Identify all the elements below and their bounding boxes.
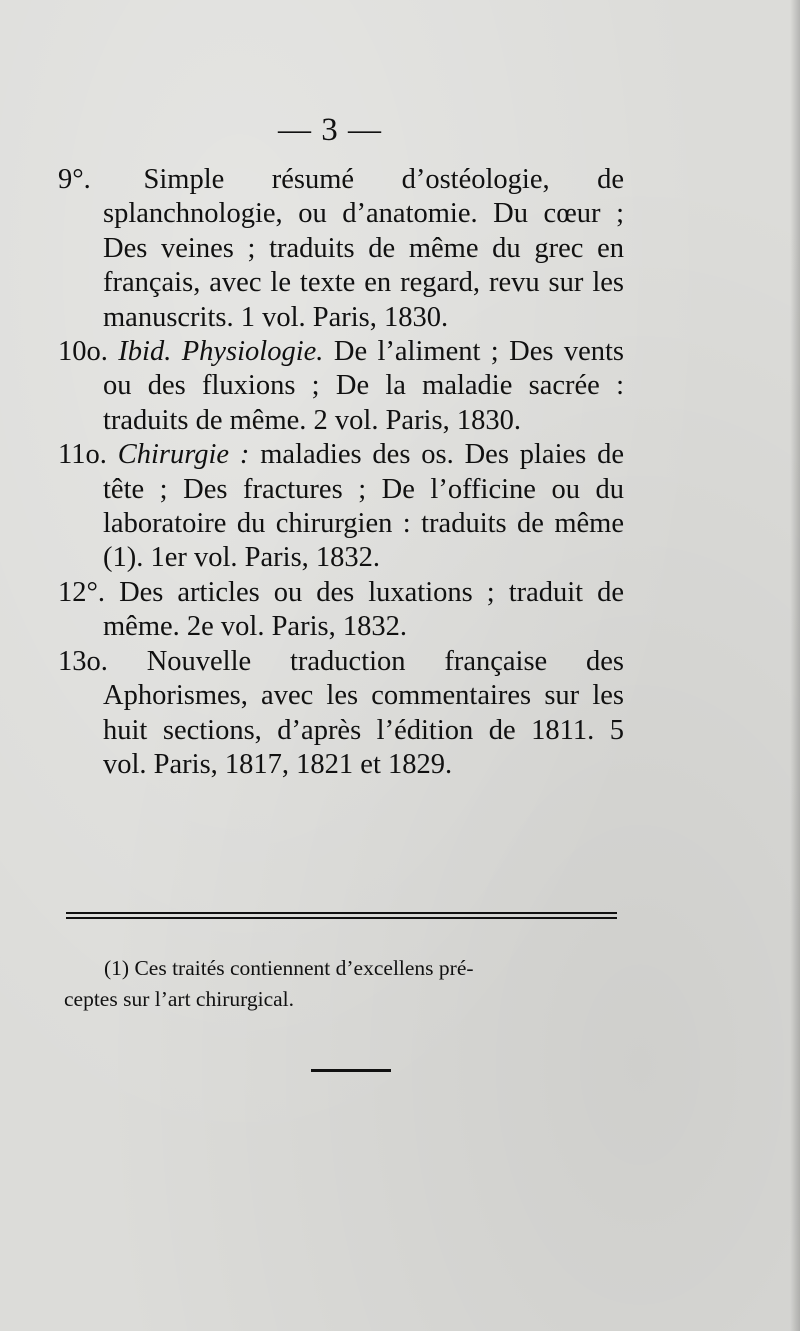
entry-text: Nouvelle traduction française des Aphorismes, avec les commentaires sur les huit sections, d’après l’édition de 1811. 5 vol. Paris, 1817, 1821 et 1829. — [103, 645, 625, 780]
entry-number: 10o. — [58, 336, 108, 368]
entry-number: 11o. — [58, 439, 107, 471]
entry-12 — [58, 576, 624, 645]
entry-13 — [58, 645, 624, 783]
entry-9 — [58, 163, 624, 335]
entry-text: De l’aliment ; Des vents ou des fluxions ; De la maladie sacrée : traduits de même. 2 vol. Paris, 1830. — [103, 336, 625, 436]
entry-11 — [58, 438, 624, 576]
end-rule — [311, 1069, 391, 1072]
entry-text: Des articles ou des luxations ; traduit de même. 2e vol. Paris, 1832. — [103, 576, 625, 643]
entry-number: 9°. — [58, 164, 91, 195]
entry-text: maladies des os. Des plaies de tête ; Des fractures ; De l’officine ou du laboratoire du chirurgien : traduits de même (1). 1er vol. Paris, 1832. — [103, 439, 624, 574]
page-number: — 3 — — [278, 112, 382, 148]
entry-text: Simple résumé d’ostéologie, de splanchnologie, ou d’anatomie. Du cœur ; Des veines ; traduits de même du grec en français, avec le texte en regard, revu sur les manuscrits. 1 vol. Paris, 1830. — [103, 164, 625, 333]
entry-lead: Ibid. Physiologie. — [118, 336, 324, 368]
entry-number: 13o. — [58, 645, 108, 677]
footnote-line-1: (1) Ces traités contiennent d’excellens pré- — [104, 956, 474, 980]
separator-rule — [66, 912, 617, 919]
bibliography-list — [58, 163, 624, 782]
footnote-line-2: ceptes sur l’art chirurgical. — [64, 987, 295, 1011]
entry-10 — [58, 335, 624, 438]
page-edge-shadow — [790, 0, 800, 1331]
entry-lead: Chirurgie : — [117, 439, 250, 471]
entry-number: 12°. — [58, 576, 106, 608]
footnote — [64, 953, 660, 1015]
